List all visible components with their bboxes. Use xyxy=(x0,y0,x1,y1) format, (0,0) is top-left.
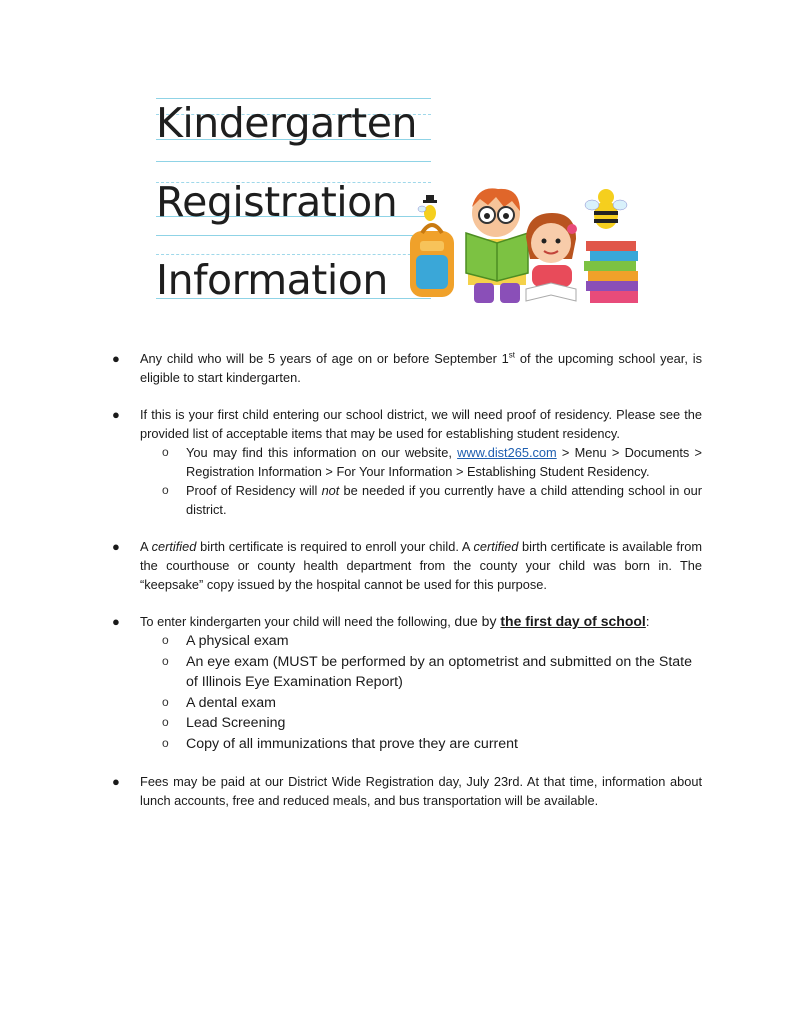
book-stack-icon xyxy=(584,241,638,303)
age-requirement-text: Any child who will be 5 years of age on or before September 1st of the upcoming school year, is eligible to start kindergarten. xyxy=(140,350,702,385)
residency-sub-list xyxy=(140,443,702,519)
requirements-sub-list xyxy=(140,631,702,754)
banner-title-line-1: Kindergarten xyxy=(156,99,417,147)
hollow-bullet-icon: o xyxy=(162,653,169,668)
list-item-residency xyxy=(112,405,702,519)
list-item-age-requirement xyxy=(112,349,702,387)
residency-text: If this is your first child entering our school district, we will need proof of residency. Please see the provided list of acceptable items that may be used for establishing student residency. xyxy=(140,407,702,441)
hollow-bullet-icon: o xyxy=(162,483,169,497)
bee-icon xyxy=(418,195,437,221)
sub-list-item: o A dental exam xyxy=(162,694,276,711)
sub-list-item: o Lead Screening xyxy=(162,715,286,731)
bullet-icon: ● xyxy=(112,774,120,789)
header-banner xyxy=(150,90,650,310)
hollow-bullet-icon: o xyxy=(162,445,169,459)
boy-reading-icon xyxy=(466,188,528,303)
bullet-icon: ● xyxy=(112,539,120,554)
hollow-bullet-icon: o xyxy=(162,715,169,729)
girl-reading-icon xyxy=(526,213,577,301)
sub-list-item: o Copy of all immunizations that prove they are current xyxy=(162,735,518,752)
sub-list-item: o A physical exam xyxy=(162,633,289,649)
website-link[interactable]: www.dist265.com xyxy=(457,445,557,460)
list-item-requirements xyxy=(112,612,702,754)
banner-title-line-3: Information xyxy=(156,256,388,304)
children-reading-illustration xyxy=(408,185,644,307)
bee-on-books-icon xyxy=(585,189,627,229)
sub-list-item: o Proof of Residency will not be needed if you currently have a child attending school in our district. xyxy=(162,483,703,517)
banner-title-line-2: Registration xyxy=(156,178,398,226)
bullet-icon: ● xyxy=(112,351,120,366)
fees-text: Fees may be paid at our District Wide Registration day, July 23rd. At that time, information about lunch accounts, free and reduced meals, and bus transportation will be available. xyxy=(140,774,702,808)
banner-title xyxy=(150,90,440,305)
hollow-bullet-icon: o xyxy=(162,633,169,647)
sub-list-item: o An eye exam (MUST be performed by an optometrist and submitted on the State of Illinois Eye Examination Report) xyxy=(162,653,693,690)
bullet-icon: ● xyxy=(112,614,120,629)
backpack-icon xyxy=(410,225,454,297)
hollow-bullet-icon: o xyxy=(162,694,169,709)
bullet-icon: ● xyxy=(112,407,120,422)
list-item-birth-certificate xyxy=(112,537,702,594)
hollow-bullet-icon: o xyxy=(162,735,169,750)
list-item-fees xyxy=(112,772,702,810)
birth-certificate-text: A certified birth certificate is required to enroll your child. A certified birth certificate is available from the courthouse or county health department from the county your child was born in. The “keepsake” copy issued by the hospital cannot be used for this purpose. xyxy=(140,539,703,592)
sub-list-item: o You may find this information on our website, www.dist265.com > Menu > Documents > Registration Information > For Your Information > Establishing Student Residency. xyxy=(162,445,702,479)
registration-info-list xyxy=(112,349,702,828)
requirements-intro-text: To enter kindergarten your child will need the following, due by the first day of school: xyxy=(140,613,650,629)
